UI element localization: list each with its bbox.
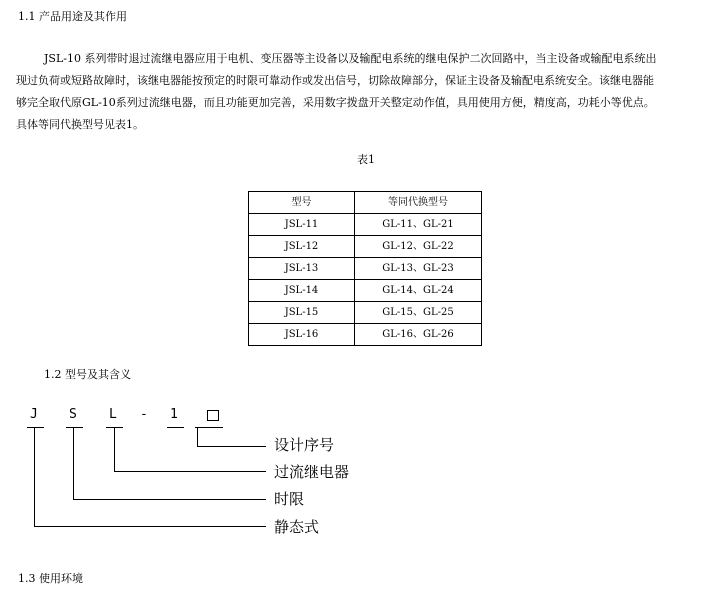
table-row	[249, 258, 482, 280]
model-equivalence-table	[248, 191, 482, 346]
equivalent-cell: GL-13、GL-23	[355, 258, 482, 280]
leader-vertical-static	[34, 428, 35, 527]
model-cell: JSL-14	[249, 280, 355, 302]
table-row	[249, 280, 482, 302]
equivalent-cell: GL-14、GL-24	[355, 280, 482, 302]
leader-vertical-design	[197, 428, 198, 447]
equivalent-cell: GL-12、GL-22	[355, 236, 482, 258]
meaning-overcurrent-relay: 过流继电器	[274, 463, 350, 481]
paragraph-line: 现过负荷或短路故障时，该继电器能按预定的时限可靠动作或发出信号，切除故障部分，保证主设备及输配电系统安全。该继电器能	[16, 74, 654, 87]
underline-s	[66, 427, 83, 428]
section-heading-1-3: 1.3 使用环境	[18, 572, 83, 585]
code-letter-j: J	[30, 407, 38, 422]
table-row	[249, 302, 482, 324]
paragraph-line: JSL-10 系列带时退过流继电器应用于电机、变压器等主设备以及输配电系统的继电保护二次回路中，当主设备或输配电系统出	[44, 52, 657, 65]
underline-box	[195, 427, 223, 428]
table-row	[249, 324, 482, 346]
model-cell: JSL-15	[249, 302, 355, 324]
equivalent-cell: GL-16、GL-26	[355, 324, 482, 346]
header-model: 型号	[249, 192, 355, 214]
table-caption: 表1	[357, 153, 375, 166]
section-heading-1-2: 1.2 型号及其含义	[44, 368, 131, 381]
equivalent-cell: GL-15、GL-25	[355, 302, 482, 324]
meaning-design-serial: 设计序号	[274, 436, 335, 454]
paragraph-line: 够完全取代原GL-10系列过流继电器，而且功能更加完善，采用数字拨盘开关整定动作值，具用使用方便，精度高，功耗小等优点。	[16, 96, 655, 109]
intro-paragraph	[16, 48, 714, 136]
paragraph-line: 具体等同代换型号见表1。	[16, 118, 144, 131]
equivalent-cell: GL-11、GL-21	[355, 214, 482, 236]
section-heading-1-1: 1.1 产品用途及其作用	[18, 10, 127, 23]
meaning-static-type: 静态式	[274, 518, 320, 536]
model-cell: JSL-12	[249, 236, 355, 258]
leader-horizontal-overcurrent	[114, 471, 266, 472]
code-letter-s: S	[69, 407, 77, 422]
model-cell: JSL-13	[249, 258, 355, 280]
code-letter-dash: -	[140, 407, 148, 422]
leader-vertical-time-limit	[73, 428, 74, 500]
header-equivalent-model: 等同代换型号	[355, 192, 482, 214]
meaning-time-limit: 时限	[274, 490, 305, 508]
placeholder-box-icon	[207, 410, 219, 421]
model-cell: JSL-11	[249, 214, 355, 236]
underline-1	[167, 427, 184, 428]
leader-horizontal-design	[197, 446, 266, 447]
underline-j	[27, 427, 44, 428]
code-letter-1: 1	[170, 407, 178, 422]
table-header-row	[249, 192, 482, 214]
table-row	[249, 214, 482, 236]
leader-horizontal-time-limit	[73, 499, 266, 500]
code-letter-l: L	[109, 407, 117, 422]
leader-horizontal-static	[34, 526, 266, 527]
model-cell: JSL-16	[249, 324, 355, 346]
leader-vertical-overcurrent	[114, 428, 115, 472]
table-row	[249, 236, 482, 258]
